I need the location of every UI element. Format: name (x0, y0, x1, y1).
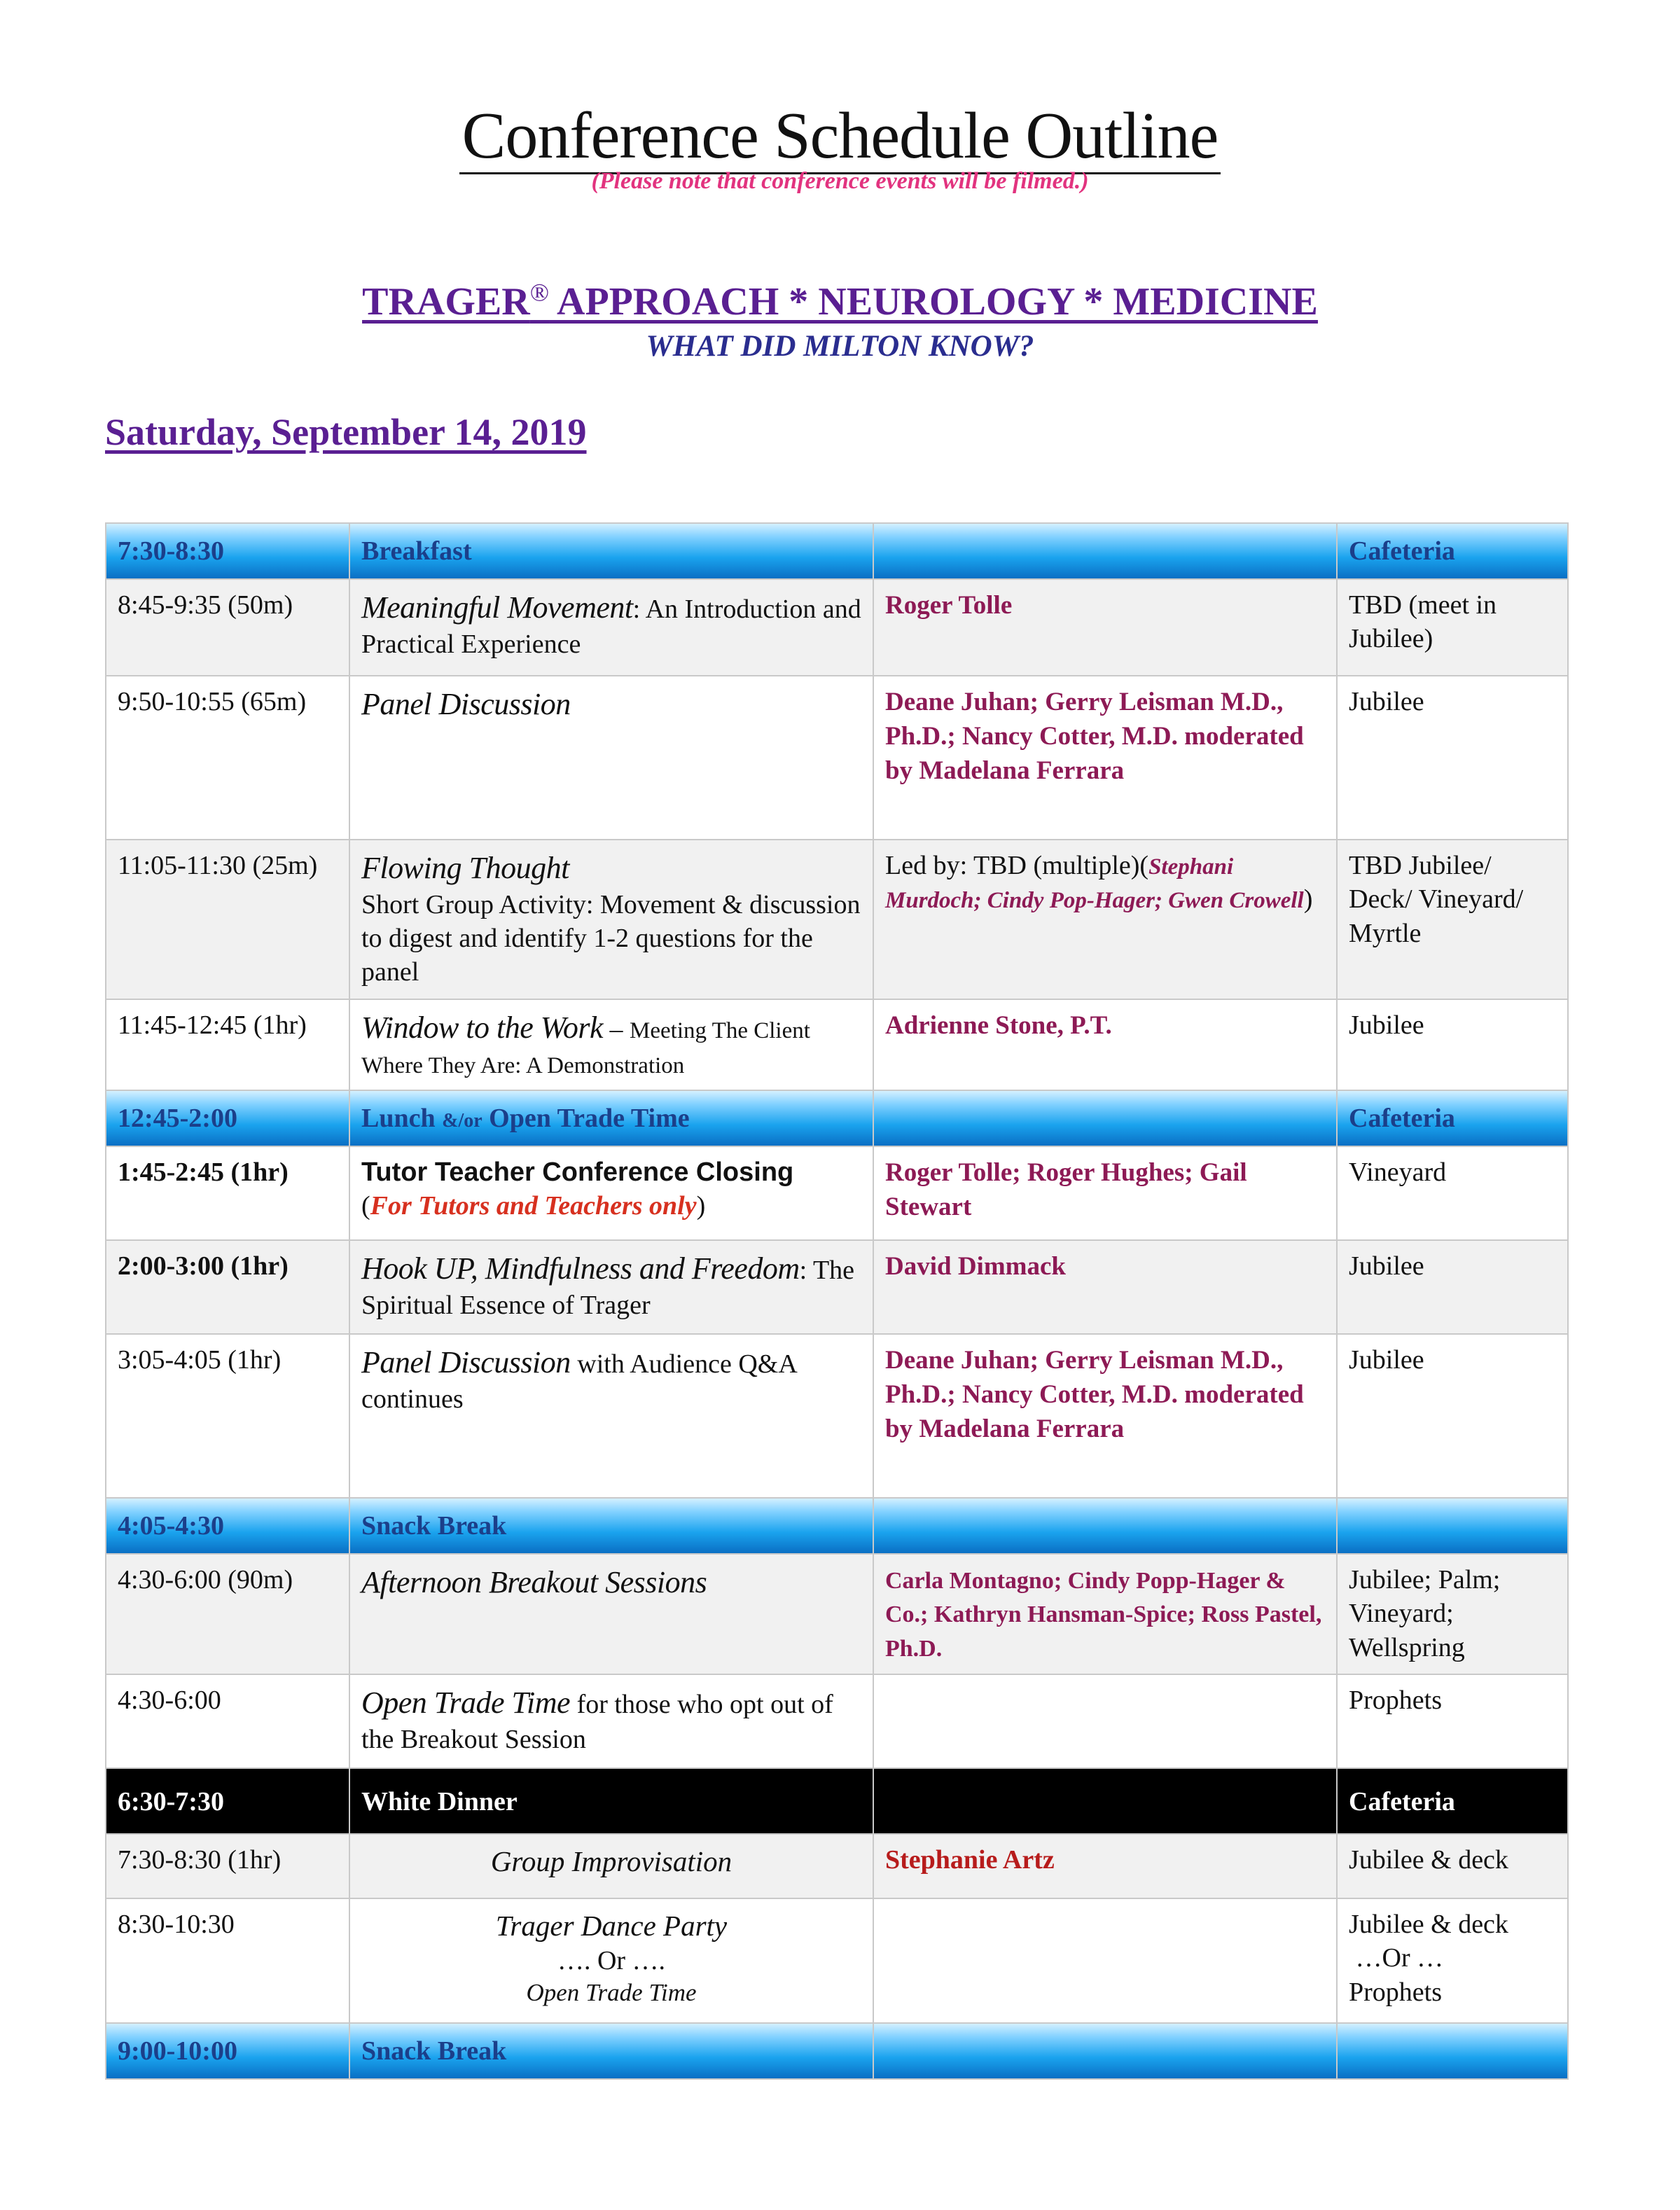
event-open-trade: Open Trade Time (482, 1103, 690, 1133)
table-row (106, 1554, 1568, 1674)
event-cell: Snack Break (349, 1498, 873, 1554)
speaker-name: Deane Juhan; Gerry Leisman M.D., Ph.D.; Nancy Cotter, M.D. moderated by Madelana Ferrara (885, 688, 1304, 785)
event-cell (349, 840, 873, 999)
event-cell (349, 1334, 873, 1498)
location-cell: Jubilee (1337, 1240, 1568, 1334)
location-cell: Vineyard (1337, 1146, 1568, 1240)
event-desc: with Audience Q&A continues (361, 1349, 796, 1414)
event-desc: : An Introduction and Practical Experience (361, 595, 861, 659)
table-row (106, 999, 1568, 1090)
time-cell: 11:45-12:45 (1hr) (106, 999, 349, 1090)
location-cell: Cafeteria (1337, 523, 1568, 579)
time-cell: 4:30-6:00 (106, 1674, 349, 1768)
schedule-table (105, 522, 1569, 2080)
document-title: Conference Schedule Outline (0, 98, 1680, 174)
speaker-cell (873, 1674, 1337, 1768)
speaker-cell (873, 999, 1337, 1090)
location-cell: Jubilee & deck (1337, 1834, 1568, 1898)
speaker-cell (873, 2023, 1337, 2079)
led-by-close: ) (1303, 884, 1313, 915)
speaker-cell (873, 1334, 1337, 1498)
speaker-name: David Dimmack (885, 1252, 1066, 1281)
speaker-cell (873, 840, 1337, 999)
time-cell: 8:45-9:35 (50m) (106, 579, 349, 676)
time-cell: 8:30-10:30 (106, 1898, 349, 2023)
event-cell (349, 1898, 873, 2023)
speaker-name: Roger Tolle (885, 591, 1013, 620)
speaker-cell (873, 1240, 1337, 1334)
event-cell (349, 1146, 873, 1240)
table-row (106, 1674, 1568, 1768)
registered-mark: ® (529, 278, 550, 306)
location-cell (1337, 2023, 1568, 2079)
time-cell: 9:50-10:55 (65m) (106, 676, 349, 840)
event-cell (349, 999, 873, 1090)
event-dash: – (603, 1015, 630, 1044)
paren-close: ) (696, 1191, 706, 1221)
table-row-breakfast (106, 523, 1568, 579)
speaker-cell (873, 1898, 1337, 2023)
led-by-names: Stephani Murdoch; Cindy Pop-Hager; Gwen Crowell (885, 854, 1304, 914)
speaker-name: Adrienne Stone, P.T. (885, 1011, 1112, 1040)
event-cell (349, 1554, 873, 1674)
table-row (106, 579, 1568, 676)
speaker-cell (873, 523, 1337, 579)
led-by-label: Led by: TBD (multiple)( (885, 851, 1149, 880)
speaker-cell (873, 1768, 1337, 1834)
event-cell (349, 579, 873, 676)
location-cell (1337, 1898, 1568, 2023)
location-cell: Prophets (1337, 1674, 1568, 1768)
event-title: Meaningful Movement (361, 590, 633, 625)
location-cell: Jubilee (1337, 1334, 1568, 1498)
speaker-cell (873, 1834, 1337, 1898)
event-desc: : The Spiritual Essence of Trager (361, 1256, 855, 1320)
table-row (106, 1334, 1568, 1498)
table-row-snack-break-late (106, 2023, 1568, 2079)
event-desc: Short Group Activity: Movement & discussion to digest and identify 1-2 questions for the panel (361, 889, 861, 987)
table-row (106, 1834, 1568, 1898)
event-title: Group Improvisation (490, 1845, 733, 1877)
event-title: Trager Dance Party (495, 1910, 728, 1942)
speaker-cell (873, 1554, 1337, 1674)
event-cell (349, 1674, 873, 1768)
speaker-cell (873, 1498, 1337, 1554)
event-title: Tutor Teacher Conference Closing (361, 1158, 794, 1187)
speaker-name: Carla Montagno; Cindy Popp-Hager & Co.; Kathryn Hansman-Spice; Ross Pastel, Ph.D. (885, 1568, 1322, 1662)
event-lunch: Lunch (361, 1103, 443, 1133)
event-cell: White Dinner (349, 1768, 873, 1834)
time-cell: 2:00-3:00 (1hr) (106, 1240, 349, 1334)
headline-rest: APPROACH * NEUROLOGY * MEDICINE (549, 279, 1318, 324)
speaker-name: Roger Tolle; Roger Hughes; Gail Stewart (885, 1158, 1247, 1221)
speaker-name: Deane Juhan; Gerry Leisman M.D., Ph.D.; Nancy Cotter, M.D. moderated by Madelana Ferrara (885, 1346, 1304, 1443)
location-line: Jubilee & deck (1349, 1910, 1508, 1939)
filming-note: (Please note that conference events will be filmed.) (591, 168, 1089, 194)
event-title: Panel Discussion (361, 687, 571, 721)
location-cell: Jubilee (1337, 999, 1568, 1090)
location-cell: Cafeteria (1337, 1090, 1568, 1146)
time-cell: 7:30-8:30 (1hr) (106, 1834, 349, 1898)
speaker-cell (873, 1090, 1337, 1146)
table-row (106, 676, 1568, 840)
table-row-lunch (106, 1090, 1568, 1146)
event-andor: &/or (442, 1109, 483, 1132)
event-cell: Breakfast (349, 523, 873, 579)
event-title: Window to the Work (361, 1010, 604, 1045)
location-cell: Jubilee; Palm; Vineyard; Wellspring (1337, 1554, 1568, 1674)
event-alt: Open Trade Time (526, 1979, 697, 2007)
table-row-white-dinner (106, 1768, 1568, 1834)
time-cell: 3:05-4:05 (1hr) (106, 1334, 349, 1498)
conference-subheadline: WHAT DID MILTON KNOW? (646, 330, 1034, 363)
location-cell: TBD (meet in Jubilee) (1337, 579, 1568, 676)
time-cell: 4:30-6:00 (90m) (106, 1554, 349, 1674)
speaker-cell (873, 1146, 1337, 1240)
table-row-snack-break (106, 1498, 1568, 1554)
speaker-cell (873, 579, 1337, 676)
event-title: Afternoon Breakout Sessions (361, 1565, 707, 1599)
table-row (106, 1898, 1568, 2023)
speaker-name: Stephanie Artz (885, 1845, 1055, 1875)
paren-open: ( (361, 1191, 370, 1221)
location-cell: Cafeteria (1337, 1768, 1568, 1834)
time-cell: 1:45-2:45 (1hr) (106, 1146, 349, 1240)
location-or: …Or … (1349, 1943, 1444, 1973)
table-row (106, 1146, 1568, 1240)
time-cell: 11:05-11:30 (25m) (106, 840, 349, 999)
event-cell (349, 1240, 873, 1334)
event-title: Flowing Thought (361, 851, 569, 885)
time-cell: 9:00-10:00 (106, 2023, 349, 2079)
time-cell: 7:30-8:30 (106, 523, 349, 579)
event-cell (349, 1090, 873, 1146)
table-row (106, 1240, 1568, 1334)
time-cell: 4:05-4:30 (106, 1498, 349, 1554)
event-desc: Meeting The Client Where They Are: A Demonstration (361, 1018, 810, 1078)
event-or: …. Or …. (557, 1946, 666, 1976)
event-title: Open Trade Time (361, 1686, 571, 1720)
location-line: Prophets (1349, 1977, 1442, 2007)
event-cell: Snack Break (349, 2023, 873, 2079)
headline-trager: TRAGER (362, 279, 530, 324)
time-cell: 6:30-7:30 (106, 1768, 349, 1834)
conference-headline (0, 277, 1680, 324)
location-cell (1337, 1498, 1568, 1554)
event-restriction: For Tutors and Teachers only (370, 1191, 697, 1221)
location-cell: TBD Jubilee/ Deck/ Vineyard/ Myrtle (1337, 840, 1568, 999)
event-title: Hook UP, Mindfulness and Freedom (361, 1251, 800, 1286)
table-row (106, 840, 1568, 999)
event-cell (349, 1834, 873, 1898)
event-title: Panel Discussion (361, 1345, 571, 1379)
event-cell (349, 676, 873, 840)
time-cell: 12:45-2:00 (106, 1090, 349, 1146)
speaker-cell (873, 676, 1337, 840)
schedule-date: Saturday, September 14, 2019 (105, 411, 587, 453)
location-cell: Jubilee (1337, 676, 1568, 840)
event-desc: for those who opt out of the Breakout Session (361, 1690, 833, 1754)
